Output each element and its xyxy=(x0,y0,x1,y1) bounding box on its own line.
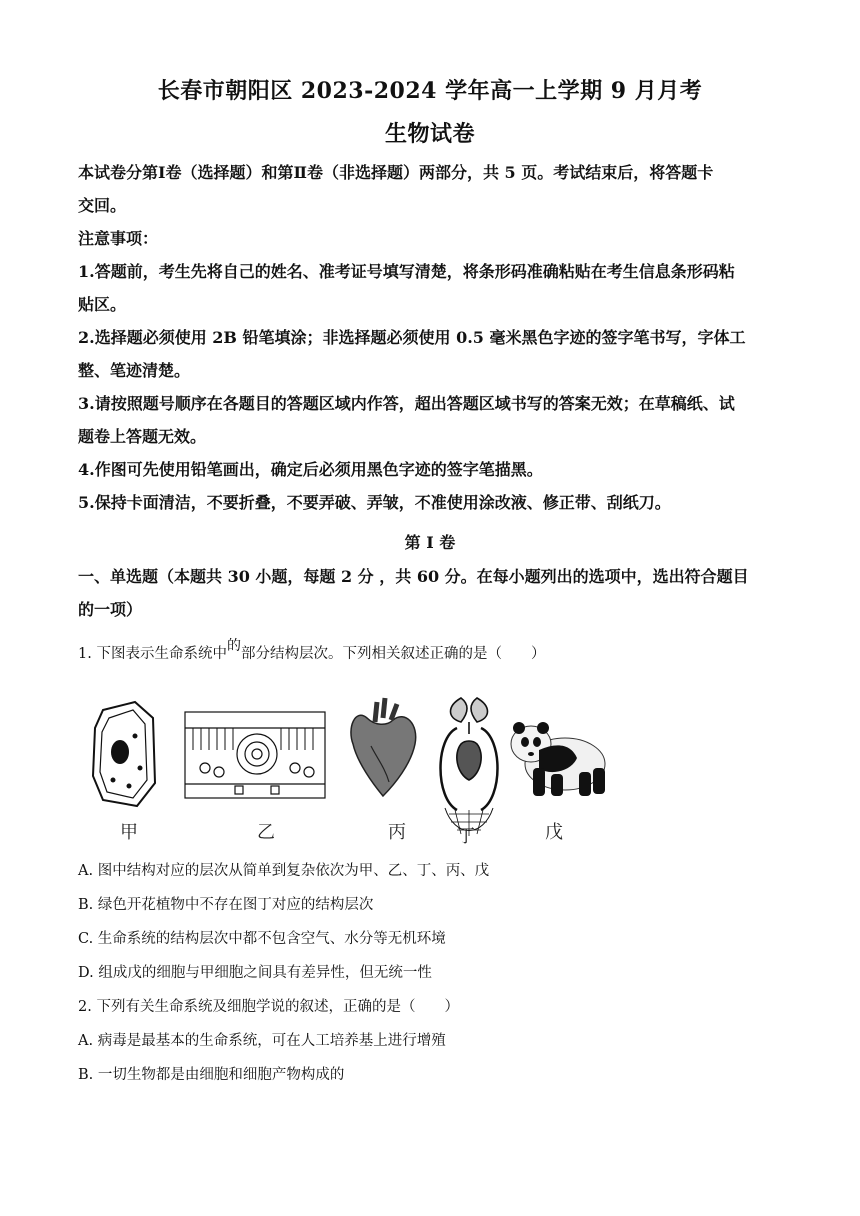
notice-1-line-1: 1.答题前，考生先将自己的姓名、准考证号填写清楚，将条形码准确粘贴在考生信息条形码粘 xyxy=(78,262,735,281)
exam-title: 长春市朝阳区 2023-2024 学年高一上学期 9 月月考 xyxy=(157,78,703,104)
notice-2-line-1: 2.选择题必须使用 2B 铅笔填涂；非选择题必须使用 0.5 毫米黑色字迹的签字笔书写，字体工 xyxy=(78,328,746,347)
q1-stem-after: 部分结构层次。下列相关叙述正确的是（ ） xyxy=(240,646,546,662)
intro-line-1: 本试卷分第Ⅰ卷（选择题）和第Ⅱ卷（非选择题）两部分，共 5 页。考试结束后，将答题卡 xyxy=(78,163,714,182)
notice-2-line-2: 整、笔迹清楚。 xyxy=(78,361,191,380)
q1-option-d: D. 组成戊的细胞与甲细胞之间具有差异性，但无统一性 xyxy=(78,965,432,981)
figure-label-bing: 丙 xyxy=(388,822,406,843)
q2-option-b: B. 一切生物都是由细胞和细胞产物构成的 xyxy=(78,1067,345,1083)
q1-figure-drawing xyxy=(85,688,625,848)
intro-line-2: 交回。 xyxy=(78,196,127,215)
q1-option-c: C. 生命系统的结构层次中都不包含空气、水分等无机环境 xyxy=(78,931,446,947)
q1-stem-before: 1. 下图表示生命系统中 xyxy=(78,646,227,662)
heart-image xyxy=(351,698,416,796)
part-heading: 第 I 卷 xyxy=(404,533,456,552)
notice-1-line-2: 贴区。 xyxy=(78,295,127,314)
q1-figure xyxy=(85,688,625,848)
q1-stem-sup: 的 xyxy=(226,638,241,654)
exam-subject: 生物试卷 xyxy=(384,121,475,147)
figure-label-ding: 丁 xyxy=(457,826,475,847)
figure-label-jia: 甲 xyxy=(120,822,138,843)
notice-heading: 注意事项： xyxy=(78,229,159,248)
notice-4: 4.作图可先使用铅笔画出，确定后必须用黑色字迹的签字笔描黑。 xyxy=(78,460,543,479)
plant-cell-image xyxy=(93,702,155,806)
q1-stem xyxy=(78,638,788,665)
q1-option-a: A. 图中结构对应的层次从简单到复杂依次为甲、乙、丁、丙、戊 xyxy=(78,863,490,879)
plant-tissue-image xyxy=(185,712,325,798)
panda-image xyxy=(511,722,605,796)
figure-label-wu: 戊 xyxy=(545,822,563,843)
notice-3-line-2: 题卷上答题无效。 xyxy=(78,427,207,446)
section-heading-line-2: 的一项） xyxy=(78,600,143,619)
section-heading-line-1: 一、单选题（本题共 30 小题，每题 2 分 ，共 60 分。在每小题列出的选项中，选出符合题目 xyxy=(78,567,749,586)
q1-option-b: B. 绿色开花植物中不存在图丁对应的结构层次 xyxy=(78,897,374,913)
notice-3-line-1: 3.请按照题号顺序在各题目的答题区域内作答，超出答题区域书写的答案无效；在草稿纸、试 xyxy=(78,394,735,413)
q2-stem: 2. 下列有关生命系统及细胞学说的叙述，正确的是（ ） xyxy=(78,999,459,1015)
notice-5: 5.保持卡面清洁，不要折叠，不要弄破、弄皱，不准使用涂改液、修正带、刮纸刀。 xyxy=(78,493,671,512)
figure-label-yi: 乙 xyxy=(257,822,275,843)
circulatory-system-image xyxy=(441,698,498,836)
q2-option-a: A. 病毒是最基本的生命系统，可在人工培养基上进行增殖 xyxy=(78,1033,446,1049)
